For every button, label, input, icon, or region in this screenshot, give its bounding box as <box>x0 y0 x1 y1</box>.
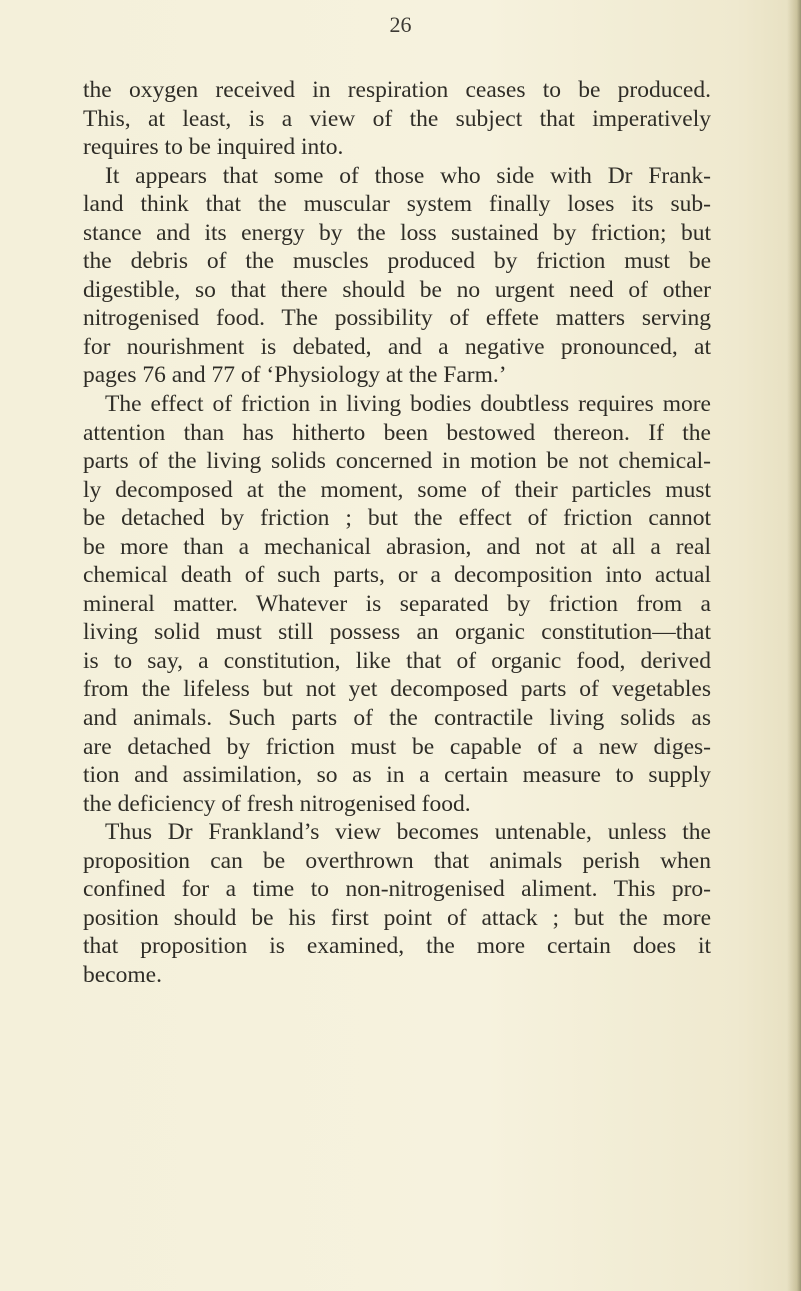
text-line: The effect of friction in living bodies doubtless requires more <box>105 391 711 418</box>
text-line: land think that the muscular system finally loses its sub- <box>83 191 711 218</box>
text-line: living solid must still possess an organic constitution—that <box>83 619 711 646</box>
text-line: attention than has hitherto been bestowed thereon. If the <box>83 419 711 446</box>
text-line: is to say, a constitution, like that of organic food, derived <box>83 647 711 674</box>
text-line: the deficiency of fresh nitrogenised food. <box>83 790 471 817</box>
text-line: requires to be inquired into. <box>83 134 344 161</box>
text-line: the debris of the muscles produced by friction must be <box>83 248 711 275</box>
text-line: that proposition is examined, the more certain does it <box>83 933 711 960</box>
text-line: be detached by friction ; but the effect of friction cannot <box>83 505 711 532</box>
text-line: parts of the living solids concerned in motion be not chemical- <box>83 448 711 475</box>
text-line: chemical death of such parts, or a decomposition into actual <box>83 562 711 589</box>
text-line: stance and its energy by the loss sustained by friction; but <box>83 219 711 246</box>
page-number: 26 <box>389 12 412 37</box>
text-line: proposition can be overthrown that animals perish when <box>83 847 711 874</box>
text-line: the oxygen received in respiration ceases to be produced. <box>83 77 711 103</box>
text-line: become. <box>83 961 162 988</box>
text-line: ly decomposed at the moment, some of their particles must <box>83 476 711 503</box>
text-line: Thus Dr Frankland’s view becomes untenable, unless the <box>105 819 711 846</box>
text-line: are detached by friction must be capable of a new diges- <box>83 733 711 760</box>
text-line: pages 76 and 77 of ‘Physiology at the Farm.’ <box>83 362 507 389</box>
text-line: from the lifeless but not yet decomposed parts of vegetables <box>83 676 711 703</box>
text-line: nitrogenised food. The possibility of effete matters serving <box>83 305 711 332</box>
body-text <box>83 76 711 990</box>
page-edge-shadow <box>787 0 801 1291</box>
text-line: This, at least, is a view of the subject that imperatively <box>83 105 711 132</box>
text-line: be more than a mechanical abrasion, and not at all a real <box>83 533 711 560</box>
text-line: It appears that some of those who side with Dr Frank- <box>105 162 711 189</box>
text-line: and animals. Such parts of the contractile living solids as <box>83 705 711 732</box>
text-line: tion and assimilation, so as in a certain measure to supply <box>83 762 711 789</box>
text-line: for nourishment is debated, and a negative pronounced, at <box>83 333 711 360</box>
text-line: mineral matter. Whatever is separated by friction from a <box>83 590 711 617</box>
text-line: digestible, so that there should be no urgent need of other <box>83 276 711 303</box>
text-line: confined for a time to non-nitrogenised aliment. This pro- <box>83 876 711 903</box>
text-line: position should be his first point of attack ; but the more <box>83 904 711 931</box>
